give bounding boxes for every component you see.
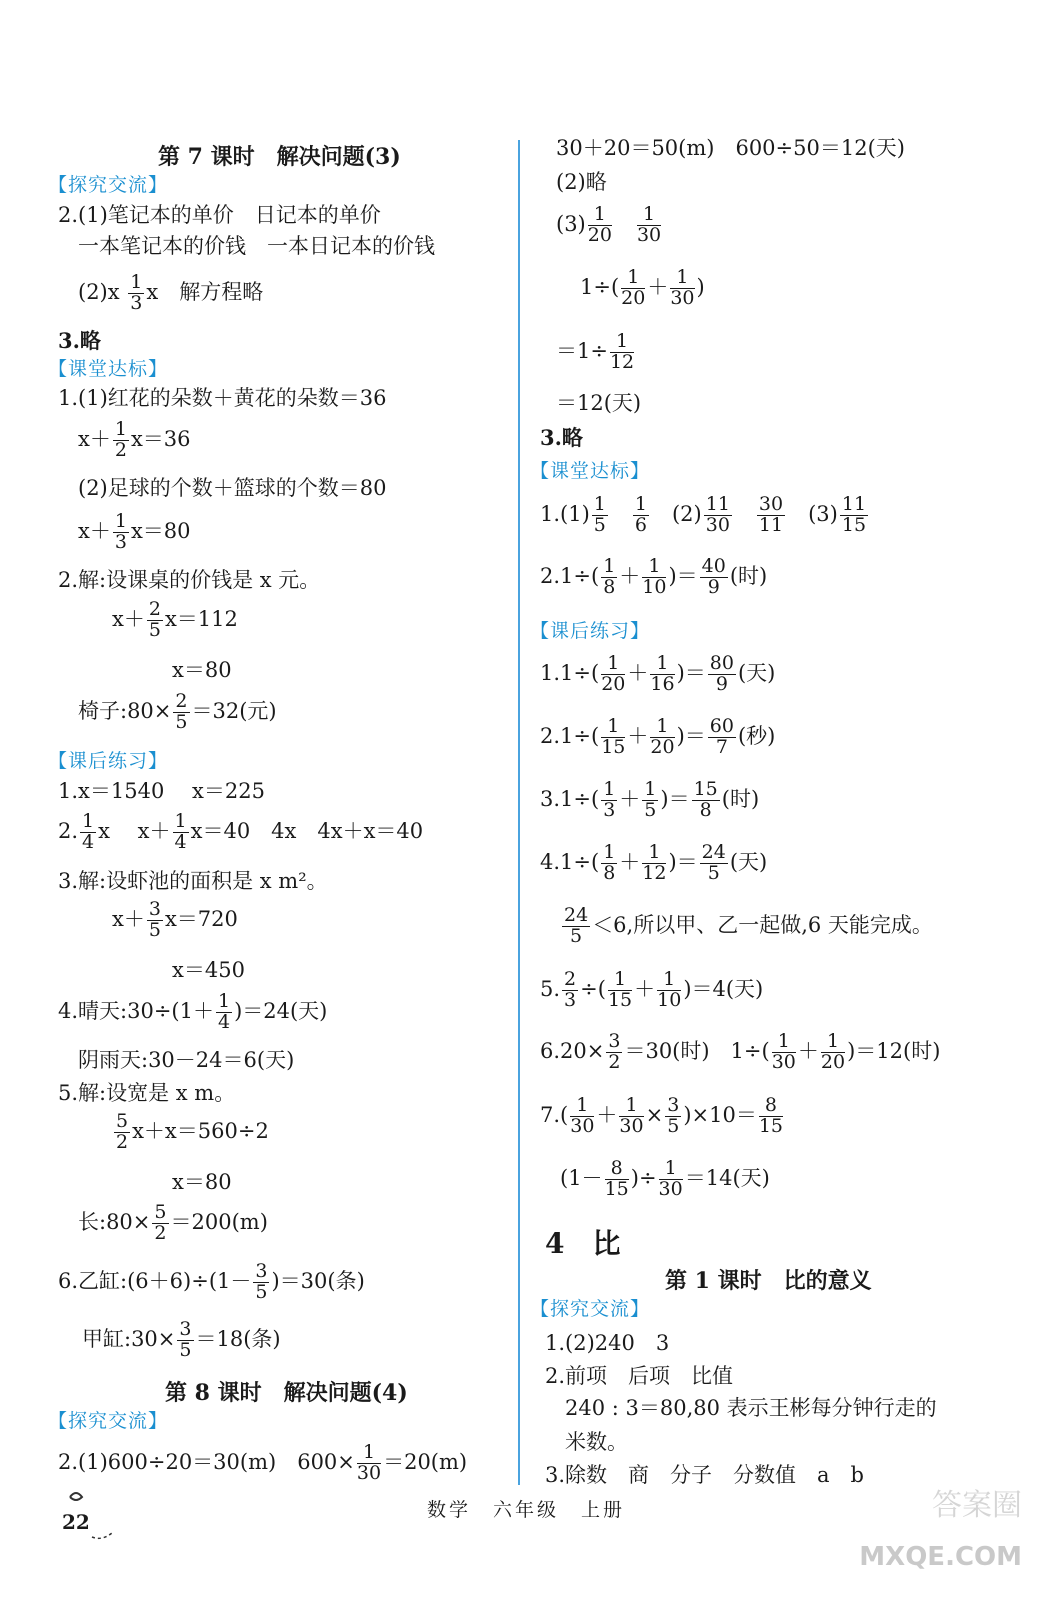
answer-line: 3.略 bbox=[58, 328, 101, 353]
equation: ＝1÷ $\frac{1}{12}$ bbox=[556, 330, 635, 373]
equation: ＝12(天) bbox=[556, 391, 642, 415]
fraction: $\frac{3}{5}$ bbox=[255, 1260, 268, 1303]
fraction: $\frac{3}{5}$ bbox=[667, 1094, 680, 1137]
equation: x＝450 bbox=[172, 958, 245, 982]
section-kehou: 【课后练习】 bbox=[48, 750, 169, 772]
answer-line: 1.(1)红花的朵数＋黄花的朵数＝36 bbox=[58, 386, 387, 410]
fraction: $\frac{1}{20}$ bbox=[621, 266, 646, 309]
unit-title: 4 比 bbox=[545, 1227, 621, 1260]
fraction: $\frac{1}{10}$ bbox=[642, 555, 667, 598]
fraction: $\frac{1}{4}$ bbox=[217, 990, 231, 1033]
section-tanjiu: 【探究交流】 bbox=[48, 174, 169, 196]
equation: 2.1÷( $\frac{1}{8}$ ＋ $\frac{1}{10}$ )＝ $\frac{40}{9}$ (时) bbox=[540, 555, 768, 598]
answer-line: 1.x＝1540 x＝225 bbox=[58, 779, 265, 803]
fraction: $\frac{30}{11}$ bbox=[758, 493, 784, 536]
fraction: $\frac{40}{9}$ bbox=[701, 555, 726, 598]
fraction: $\frac{24}{5}$ bbox=[564, 904, 589, 947]
equation: x＋ $\frac{1}{3}$ x＝80 bbox=[78, 510, 191, 553]
fraction: $\frac{15}{8}$ bbox=[693, 778, 718, 821]
footer-subject: 数学 六年级 上册 bbox=[426, 1499, 625, 1521]
equation: 1.(1) $\frac{1}{5}$ $\frac{1}{6}$ (2) $\frac{11}{30}$ $\frac{30}{11}$ (3) $\frac{11}{15}$ bbox=[540, 493, 867, 536]
fraction: $\frac{3}{5}$ bbox=[179, 1318, 192, 1361]
equation: 4.晴天:30÷(1＋ $\frac{1}{4}$ )＝24(天) bbox=[58, 990, 328, 1033]
answer-line: (2)略 bbox=[556, 170, 607, 194]
equation: 2.(1)600÷20＝30(m) 600× $\frac{1}{30}$ ＝20(m) bbox=[58, 1441, 468, 1484]
fraction: $\frac{2}{5}$ bbox=[175, 690, 188, 733]
fraction: $\frac{1}{3}$ bbox=[603, 778, 616, 821]
equation: 2.1÷( $\frac{1}{15}$ ＋ $\frac{1}{20}$ )＝ $\frac{60}{7}$ (秒) bbox=[540, 715, 776, 758]
equation: $\frac{24}{5}$ ＜6,所以甲、乙一起做,6 天能完成。 bbox=[564, 904, 933, 947]
answer-line: 米数。 bbox=[565, 1430, 628, 1454]
fraction: $\frac{5}{2}$ bbox=[116, 1110, 129, 1153]
lesson-8-title: 第 8 课时 解决问题(4) bbox=[165, 1380, 408, 1406]
section-ketang: 【课堂达标】 bbox=[530, 460, 651, 482]
fraction: $\frac{1}{20}$ bbox=[820, 1030, 846, 1073]
answer-line: 3.除数 商 分子 分数值 a b bbox=[545, 1463, 864, 1487]
equation: (1－ $\frac{8}{15}$ )÷ $\frac{1}{30}$ ＝14(天) bbox=[560, 1157, 770, 1200]
answer-line: (2)x $\frac{1}{3}$ x 解方程略 bbox=[78, 271, 264, 314]
equation: 1.1÷( $\frac{1}{20}$ ＋ $\frac{1}{16}$ )＝ $\frac{80}{9}$ (天) bbox=[540, 652, 776, 695]
fraction: $\frac{11}{30}$ bbox=[705, 493, 730, 536]
answer-line: 2.解:设课桌的价钱是 x 元。 bbox=[58, 568, 321, 592]
fraction: $\frac{1}{20}$ bbox=[650, 715, 675, 758]
equation: 椅子:80× $\frac{2}{5}$ ＝32(元) bbox=[78, 690, 277, 733]
fraction: $\frac{60}{7}$ bbox=[709, 715, 734, 758]
fraction: $\frac{1}{3}$ bbox=[114, 510, 127, 553]
fraction: $\frac{1}{30}$ bbox=[636, 203, 662, 246]
equation: 1÷( $\frac{1}{20}$ ＋ $\frac{1}{30}$ ) bbox=[580, 266, 705, 309]
equation: x＝80 bbox=[172, 658, 232, 682]
fraction: $\frac{1}{30}$ bbox=[619, 1094, 644, 1137]
answer-line: 阴雨天:30－24＝6(天) bbox=[78, 1048, 295, 1072]
answer-line: 3.略 bbox=[540, 425, 583, 450]
equation: 6.乙缸:(6＋6)÷(1－ $\frac{3}{5}$ )＝30(条) bbox=[58, 1260, 365, 1303]
fraction: $\frac{1}{6}$ bbox=[634, 493, 647, 536]
answer-line: 2.(1)笔记本的单价 日记本的单价 bbox=[58, 203, 381, 227]
fraction: $\frac{8}{15}$ bbox=[758, 1094, 784, 1137]
fraction: $\frac{1}{30}$ bbox=[570, 1094, 595, 1137]
equation: $\frac{5}{2}$ x＋x＝560÷2 bbox=[116, 1110, 269, 1153]
answer-line: 2.前项 后项 比值 bbox=[545, 1364, 734, 1388]
watermark: 答案圈 bbox=[932, 1488, 1022, 1523]
section-tanjiu: 【探究交流】 bbox=[530, 1298, 651, 1320]
fraction: $\frac{1}{16}$ bbox=[650, 652, 675, 695]
fraction: $\frac{1}{12}$ bbox=[609, 330, 635, 373]
equation: x＋ $\frac{2}{5}$ x＝112 bbox=[112, 598, 238, 641]
fraction: $\frac{1}{2}$ bbox=[114, 418, 127, 461]
fraction: $\frac{1}{5}$ bbox=[644, 778, 657, 821]
text: (2)x bbox=[78, 279, 120, 304]
lesson-7-title: 第 7 课时 解决问题(3) bbox=[158, 144, 401, 170]
equation: 甲缸:30× $\frac{3}{5}$ ＝18(条) bbox=[82, 1318, 281, 1361]
answer-line: 240 : 3＝80,80 表示王彬每分钟行走的 bbox=[565, 1396, 937, 1420]
fraction: $\frac{2}{3}$ bbox=[564, 968, 577, 1011]
fraction: $\frac{1}{12}$ bbox=[642, 841, 667, 884]
equation: 5. $\frac{2}{3}$ ÷( $\frac{1}{15}$ ＋ $\frac{1}{10}$ )＝4(天) bbox=[540, 968, 764, 1011]
fraction: $\frac{1}{8}$ bbox=[603, 841, 616, 884]
fraction: $\frac{1}{8}$ bbox=[603, 555, 616, 598]
equation: 4.1÷( $\frac{1}{8}$ ＋ $\frac{1}{12}$ )＝ $\frac{24}{5}$ (天) bbox=[540, 841, 768, 884]
fraction: $\frac{1}{15}$ bbox=[607, 968, 633, 1011]
fraction: $\frac{1}{5}$ bbox=[593, 493, 606, 536]
answer-line: 1.(2)240 3 bbox=[545, 1331, 670, 1355]
answer-line: (2)足球的个数＋篮球的个数＝80 bbox=[78, 476, 387, 500]
fraction: $\frac{1}{20}$ bbox=[587, 203, 612, 246]
fraction: $\frac{1}{30}$ bbox=[670, 266, 695, 309]
fraction: $\frac{1}{4}$ bbox=[174, 810, 187, 853]
equation: x＋ $\frac{3}{5}$ x＝720 bbox=[112, 898, 238, 941]
answer-line: 5.解:设宽是 x m。 bbox=[58, 1081, 236, 1105]
page-number: 22 bbox=[62, 1510, 90, 1534]
fraction: $\frac{1}{4}$ bbox=[82, 810, 95, 853]
lesson-1-title: 第 1 课时 比的意义 bbox=[665, 1268, 872, 1294]
section-kehou: 【课后练习】 bbox=[530, 620, 651, 642]
fraction: $\frac{3}{5}$ bbox=[148, 898, 161, 941]
equation: (3) $\frac{1}{20}$ $\frac{1}{30}$ bbox=[556, 203, 662, 246]
fraction: $\frac{8}{15}$ bbox=[604, 1157, 629, 1200]
fraction: $\frac{1}{20}$ bbox=[601, 652, 626, 695]
fraction: $\frac{1}{3}$ bbox=[130, 271, 143, 314]
fraction: $\frac{1}{10}$ bbox=[657, 968, 682, 1011]
answer-line: 3.解:设虾池的面积是 x m²。 bbox=[58, 869, 328, 893]
equation: x＋ $\frac{1}{2}$ x＝36 bbox=[78, 418, 191, 461]
answer-line: 一本笔记本的价钱 一本日记本的价钱 bbox=[78, 234, 435, 258]
section-ketang: 【课堂达标】 bbox=[48, 358, 169, 380]
equation: 长:80× $\frac{5}{2}$ ＝200(m) bbox=[78, 1201, 268, 1244]
fraction: $\frac{1}{30}$ bbox=[658, 1157, 683, 1200]
fraction: $\frac{1}{15}$ bbox=[601, 715, 626, 758]
equation: 2. $\frac{1}{4}$ x x＋ $\frac{1}{4}$ x＝40 4x 4x＋x＝40 bbox=[58, 810, 424, 853]
column-divider bbox=[518, 140, 520, 1485]
fraction: $\frac{24}{5}$ bbox=[701, 841, 726, 884]
fraction: $\frac{2}{5}$ bbox=[148, 598, 161, 641]
fraction: $\frac{3}{2}$ bbox=[608, 1030, 621, 1073]
equation: 7.( $\frac{1}{30}$ ＋ $\frac{1}{30}$ × $\frac{3}{5}$ )×10＝ $\frac{8}{15}$ bbox=[540, 1094, 784, 1137]
fraction: $\frac{1}{30}$ bbox=[356, 1441, 382, 1484]
fraction: $\frac{1}{30}$ bbox=[771, 1030, 796, 1073]
answer-line: 30＋20＝50(m) 600÷50＝12(天) bbox=[556, 136, 905, 160]
section-tanjiu: 【探究交流】 bbox=[48, 1410, 169, 1432]
fraction: $\frac{11}{15}$ bbox=[841, 493, 867, 536]
watermark-url: MXQE.COM bbox=[859, 1542, 1022, 1572]
fraction: $\frac{80}{9}$ bbox=[709, 652, 734, 695]
equation: 6.20× $\frac{3}{2}$ ＝30(时) 1÷( $\frac{1}{30}$ ＋ $\frac{1}{20}$ )＝12(时) bbox=[540, 1030, 941, 1073]
equation: 3.1÷( $\frac{1}{3}$ ＋ $\frac{1}{5}$ )＝ $\frac{15}{8}$ (时) bbox=[540, 778, 760, 821]
fraction: $\frac{5}{2}$ bbox=[154, 1201, 167, 1244]
equation: x＝80 bbox=[172, 1170, 232, 1194]
